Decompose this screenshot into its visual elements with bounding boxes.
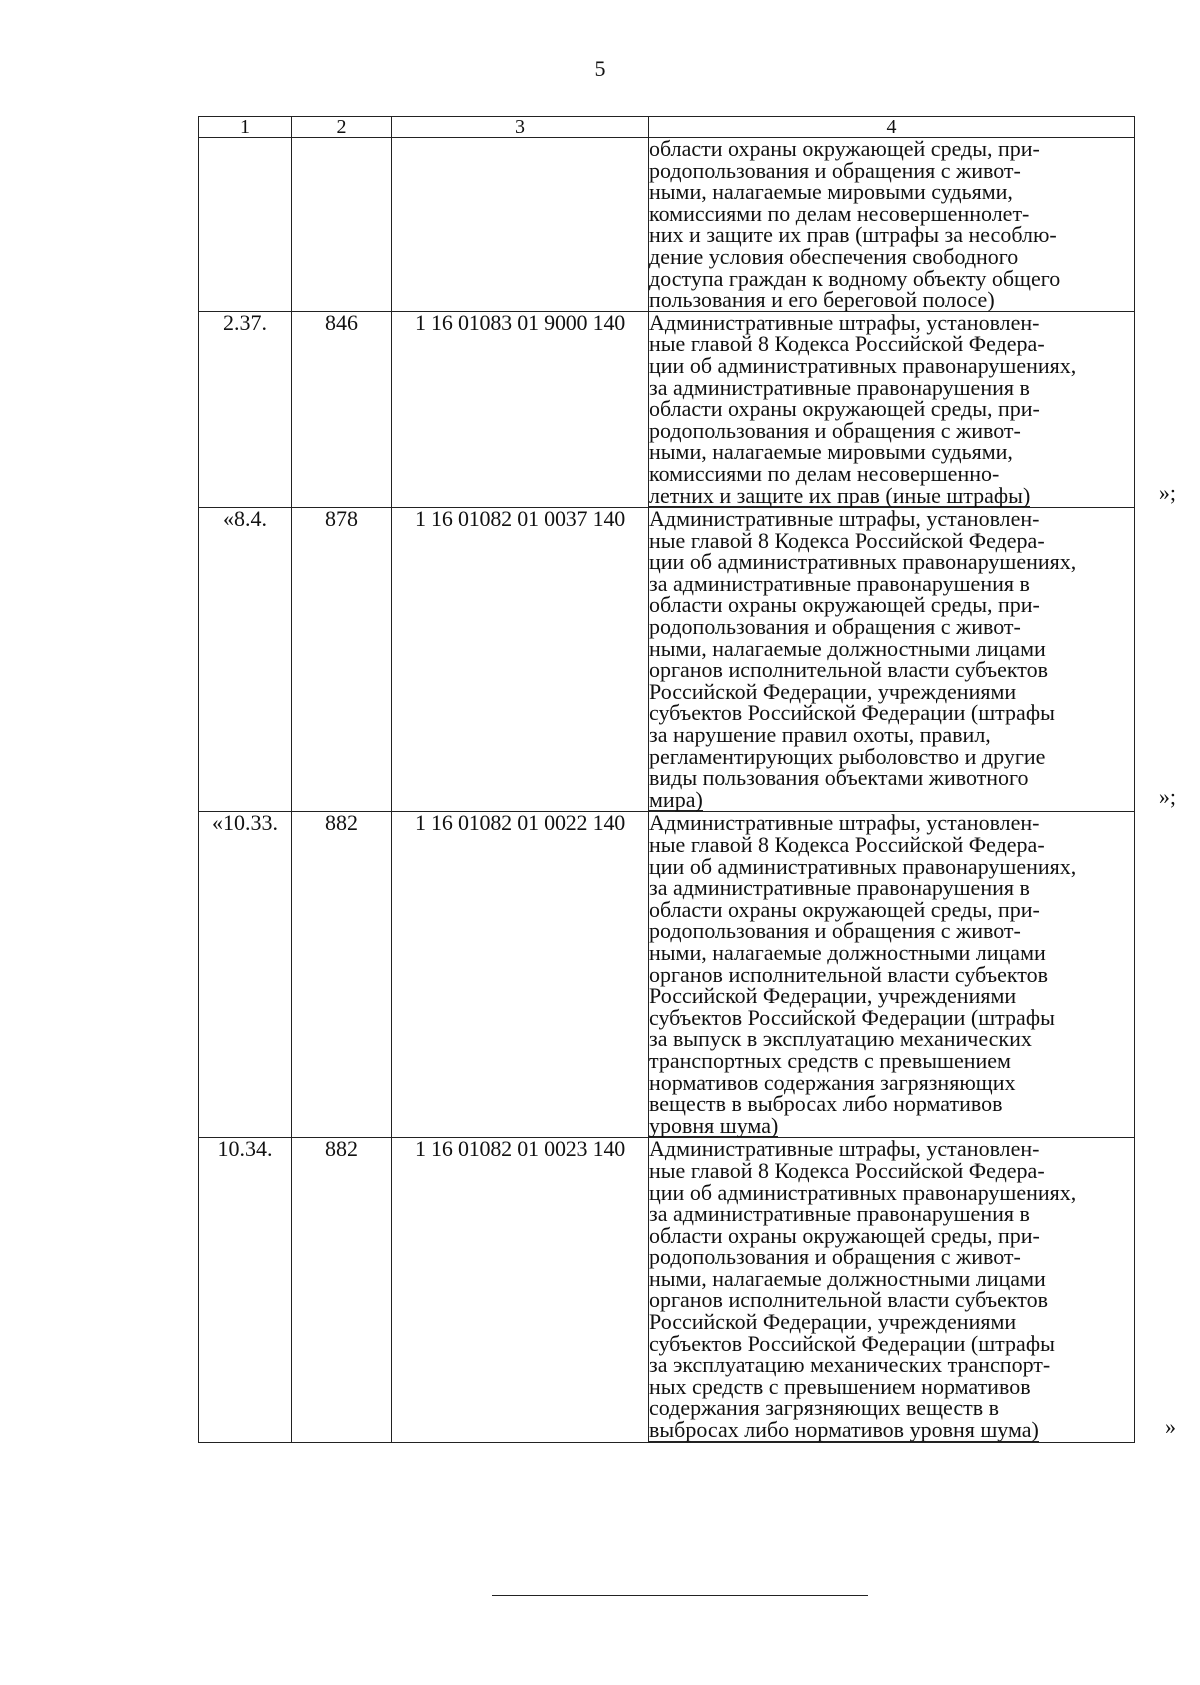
description-line: выбросах либо нормативов уровня шума) xyxy=(649,1417,1039,1443)
administrator-code-cell xyxy=(292,138,392,312)
header-col-3: 3 xyxy=(392,117,649,138)
description-line: области охраны окружающей среды, при- xyxy=(649,896,1040,922)
description-cell xyxy=(649,1136,1176,1443)
table-row xyxy=(199,508,1135,812)
budget-classification-code-cell: 1 16 01082 01 0037 140 xyxy=(392,508,649,812)
description-line: органов исполнительной власти субъектов xyxy=(649,657,1049,683)
administrator-code-cell: 882 xyxy=(292,812,392,1138)
description-line: субъектов Российской Федерации (штрафы xyxy=(649,1004,1055,1030)
description-line: виды пользования объектами животного xyxy=(649,765,1029,791)
description-line: ции об административных правонарушениях, xyxy=(649,352,1077,378)
closing-quote-mark: » xyxy=(1165,1414,1176,1440)
description-line: родопользования и обращения с живот- xyxy=(649,1244,1021,1270)
description-cell xyxy=(649,138,1135,312)
table-row xyxy=(199,812,1135,1138)
description-cell xyxy=(649,309,1176,508)
description-line: Административные штрафы, установлен- xyxy=(649,1136,1040,1162)
description-line: за эксплуатацию механических транспорт- xyxy=(649,1352,1051,1378)
description-line: родопользования и обращения с живот- xyxy=(649,157,1021,183)
description-cell xyxy=(649,506,1176,812)
table-body xyxy=(199,136,1176,1443)
row-number-cell: 10.34. xyxy=(199,1138,292,1442)
description-line: содержания загрязняющих веществ в xyxy=(649,1395,999,1421)
description-line: нормативов содержания загрязняющих xyxy=(649,1069,1016,1095)
description-line: ными, налагаемые должностными лицами xyxy=(649,1265,1046,1291)
description-line: летних и защите их прав (иные штрафы) xyxy=(649,482,1031,508)
administrator-code-cell: 882 xyxy=(292,1138,392,1442)
description-line: уровня шума) xyxy=(649,1112,779,1138)
header-col-4: 4 xyxy=(649,117,1135,138)
row-number-cell xyxy=(199,138,292,312)
description-line: ные главой 8 Кодекса Российской Федера- xyxy=(649,1157,1045,1183)
description-line: области охраны окружающей среды, при- xyxy=(649,1222,1040,1248)
budget-classification-code-cell: 1 16 01082 01 0022 140 xyxy=(392,812,649,1138)
description-line: ными, налагаемые должностными лицами xyxy=(649,635,1046,661)
budget-classification-code-cell: 1 16 01083 01 9000 140 xyxy=(392,311,649,507)
header-col-2: 2 xyxy=(292,117,392,138)
description-line: Административные штрафы, установлен- xyxy=(649,810,1040,836)
description-line: ции об административных правонарушениях, xyxy=(649,853,1077,879)
description-line: ные главой 8 Кодекса Российской Федера- xyxy=(649,527,1045,553)
document-table xyxy=(198,116,1176,1443)
description-line: Российской Федерации, учреждениями xyxy=(649,1309,1017,1335)
description-line: субъектов Российской Федерации (штрафы xyxy=(649,700,1055,726)
description-line: транспортных средств с превышением xyxy=(649,1047,1011,1073)
description-line: субъектов Российской Федерации (штрафы xyxy=(649,1330,1055,1356)
description-line: ных средств с превышением нормативов xyxy=(649,1373,1031,1399)
description-line: за административные правонарушения в xyxy=(649,570,1030,596)
description-line: комиссиями по делам несовершенно- xyxy=(649,460,1000,486)
description-line: области охраны окружающей среды, при- xyxy=(649,592,1040,618)
budget-classification-code-cell: 1 16 01082 01 0023 140 xyxy=(392,1138,649,1442)
description-line: за административные правонарушения в xyxy=(649,875,1030,901)
description-line: за выпуск в эксплуатацию механических xyxy=(649,1026,1032,1052)
description-line: них и защите их прав (штрафы за несоблю- xyxy=(649,222,1057,248)
table-header-row xyxy=(199,117,1135,138)
table-row xyxy=(199,311,1135,507)
row-number-cell: «10.33. xyxy=(199,812,292,1138)
description-line: органов исполнительной власти субъектов xyxy=(649,961,1049,987)
description-line: ными, налагаемые мировыми судьями, xyxy=(649,179,1013,205)
description-line: родопользования и обращения с живот- xyxy=(649,918,1021,944)
description-line: регламентирующих рыболовство и другие xyxy=(649,743,1046,769)
description-cell xyxy=(649,812,1135,1138)
header-col-1: 1 xyxy=(199,117,292,138)
description-line: за административные правонарушения в xyxy=(649,374,1030,400)
table-row xyxy=(199,1138,1135,1442)
description-line: области охраны окружающей среды, при- xyxy=(649,136,1040,161)
row-number-cell: «8.4. xyxy=(199,508,292,812)
end-of-document-rule xyxy=(492,1595,868,1596)
description-line: за нарушение правил охоты, правил, xyxy=(649,722,991,748)
description-line: Российской Федерации, учреждениями xyxy=(649,983,1017,1009)
budget-classification-code-cell xyxy=(392,138,649,312)
description-line: ции об административных правонарушениях, xyxy=(649,549,1077,575)
page-number: 5 xyxy=(594,56,606,81)
description-line: ции об административных правонарушениях, xyxy=(649,1179,1077,1205)
description-line: веществ в выбросах либо нормативов xyxy=(649,1091,1003,1117)
description-line: Российской Федерации, учреждениями xyxy=(649,678,1017,704)
table-row xyxy=(199,138,1135,312)
administrator-code-cell: 846 xyxy=(292,311,392,507)
description-line: дение условия обеспечения свободного xyxy=(649,243,1019,269)
description-line: органов исполнительной власти субъектов xyxy=(649,1287,1049,1313)
row-number-cell: 2.37. xyxy=(199,311,292,507)
administrator-code-cell: 878 xyxy=(292,508,392,812)
description-line: области охраны окружающей среды, при- xyxy=(649,396,1040,422)
description-line: родопользования и обращения с живот- xyxy=(649,614,1021,640)
description-line: пользования и его береговой полосе) xyxy=(649,287,995,313)
description-line: ные главой 8 Кодекса Российской Федера- xyxy=(649,331,1045,357)
description-line: Административные штрафы, установлен- xyxy=(649,309,1040,335)
closing-quote-mark: »; xyxy=(1158,783,1176,809)
description-line: ные главой 8 Кодекса Российской Федера- xyxy=(649,832,1045,857)
description-line: мира) xyxy=(649,786,703,812)
description-line: родопользования и обращения с живот- xyxy=(649,417,1021,443)
description-line: доступа граждан к водному объекту общего xyxy=(649,265,1061,291)
description-line: ными, налагаемые должностными лицами xyxy=(649,939,1046,965)
description-line: за административные правонарушения в xyxy=(649,1201,1030,1227)
description-line: комиссиями по делам несовершеннолет- xyxy=(649,200,1030,226)
closing-quote-mark: »; xyxy=(1158,479,1176,505)
description-line: Административные штрафы, установлен- xyxy=(649,506,1040,532)
description-line: ными, налагаемые мировыми судьями, xyxy=(649,439,1013,465)
